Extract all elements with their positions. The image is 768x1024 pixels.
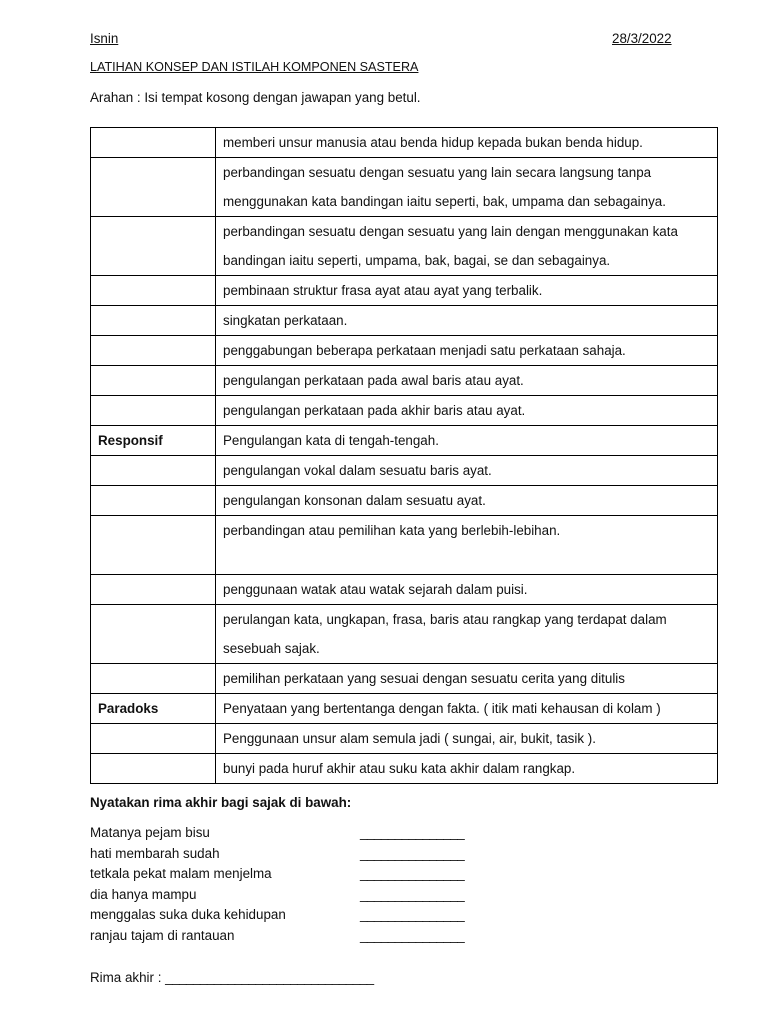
definition-cell: pengulangan perkataan pada akhir baris atau ayat. <box>216 396 718 426</box>
poem-answer-blank[interactable]: _______________ <box>360 866 465 882</box>
rhyme-answer-row <box>90 970 374 985</box>
term-cell[interactable] <box>91 128 216 158</box>
poem-line: tetkala pekat malam menjelma <box>90 866 272 882</box>
term-cell[interactable] <box>91 276 216 306</box>
poem-answer-blank[interactable]: _______________ <box>360 886 465 902</box>
definition-cell: penggunaan watak atau watak sejarah dalam puisi. <box>216 575 718 605</box>
term-cell[interactable] <box>91 486 216 516</box>
table-row <box>91 306 718 336</box>
definition-cell: bunyi pada huruf akhir atau suku kata akhir dalam rangkap. <box>216 754 718 784</box>
poem-line: hati membarah sudah <box>90 845 220 861</box>
term-cell[interactable] <box>91 605 216 664</box>
table-row <box>91 217 718 276</box>
term-cell[interactable] <box>91 575 216 605</box>
definition-cell: Penggunaan unsur alam semula jadi ( sungai, air, bukit, tasik ). <box>216 724 718 754</box>
poem-answer-blank[interactable]: _______________ <box>360 907 465 923</box>
day-label: Isnin <box>90 31 119 46</box>
worksheet-table <box>90 127 718 784</box>
term-cell[interactable] <box>91 336 216 366</box>
definition-cell: Pengulangan kata di tengah-tengah. <box>216 426 718 456</box>
poem-line: menggalas suka duka kehidupan <box>90 907 286 923</box>
table-row <box>91 336 718 366</box>
term-cell[interactable]: Paradoks <box>91 694 216 724</box>
definition-cell: singkatan perkataan. <box>216 306 718 336</box>
term-cell[interactable] <box>91 456 216 486</box>
definition-cell: memberi unsur manusia atau benda hidup kepada bukan benda hidup. <box>216 128 718 158</box>
table-row <box>91 158 718 217</box>
term-cell[interactable] <box>91 217 216 276</box>
definition-cell: pengulangan konsonan dalam sesuatu ayat. <box>216 486 718 516</box>
term-cell[interactable] <box>91 664 216 694</box>
poem-answer-blank[interactable]: _______________ <box>360 845 465 861</box>
definition-cell: penggabungan beberapa perkataan menjadi satu perkataan sahaja. <box>216 336 718 366</box>
definition-cell: perulangan kata, ungkapan, frasa, baris atau rangkap yang terdapat dalam sesebuah sajak. <box>216 605 718 664</box>
rhyme-answer-blank[interactable]: ______________________________ <box>165 970 374 985</box>
term-cell[interactable] <box>91 366 216 396</box>
table-row <box>91 754 718 784</box>
term-cell[interactable]: Responsif <box>91 426 216 456</box>
poem-answer-blank[interactable]: _______________ <box>360 825 465 840</box>
table-row <box>91 516 718 575</box>
table-row <box>91 276 718 306</box>
date-label: 28/3/2022 <box>612 31 672 46</box>
rhyme-answer-label: Rima akhir : <box>90 970 162 985</box>
table-row <box>91 396 718 426</box>
table-row <box>91 694 718 724</box>
poem-heading: Nyatakan rima akhir bagi sajak di bawah: <box>90 795 352 810</box>
term-cell[interactable] <box>91 754 216 784</box>
table-row <box>91 664 718 694</box>
definition-cell: perbandingan atau pemilihan kata yang berlebih-lebihan. <box>216 516 718 575</box>
definition-cell: pembinaan struktur frasa ayat atau ayat yang terbalik. <box>216 276 718 306</box>
term-cell[interactable] <box>91 306 216 336</box>
table-row <box>91 456 718 486</box>
poem-line: ranjau tajam di rantauan <box>90 928 235 943</box>
poem-answer-blank[interactable]: _______________ <box>360 928 465 943</box>
table-row <box>91 605 718 664</box>
table-row <box>91 426 718 456</box>
term-cell[interactable] <box>91 516 216 575</box>
table-row <box>91 575 718 605</box>
term-cell[interactable] <box>91 158 216 217</box>
definition-cell: perbandingan sesuatu dengan sesuatu yang lain dengan menggunakan kata bandingan iaitu seperti, umpama, bak, bagai, se dan sebagainya. <box>216 217 718 276</box>
definition-cell: Penyataan yang bertentanga dengan fakta. ( itik mati kehausan di kolam ) <box>216 694 718 724</box>
definition-cell: perbandingan sesuatu dengan sesuatu yang lain secara langsung tanpa menggunakan kata bandingan iaitu seperti, bak, umpama dan sebagainya. <box>216 158 718 217</box>
table-row <box>91 366 718 396</box>
table-row <box>91 128 718 158</box>
table-row <box>91 486 718 516</box>
definition-cell: pemilihan perkataan yang sesuai dengan sesuatu cerita yang ditulis <box>216 664 718 694</box>
table-row <box>91 724 718 754</box>
page-title: LATIHAN KONSEP DAN ISTILAH KOMPONEN SASTERA <box>90 60 419 74</box>
term-cell[interactable] <box>91 396 216 426</box>
definition-cell: pengulangan vokal dalam sesuatu baris ayat. <box>216 456 718 486</box>
term-cell[interactable] <box>91 724 216 754</box>
poem-line: Matanya pejam bisu <box>90 825 210 840</box>
definition-cell: pengulangan perkataan pada awal baris atau ayat. <box>216 366 718 396</box>
instruction-text: Arahan : Isi tempat kosong dengan jawapan yang betul. <box>90 90 421 105</box>
poem-line: dia hanya mampu <box>90 886 197 902</box>
